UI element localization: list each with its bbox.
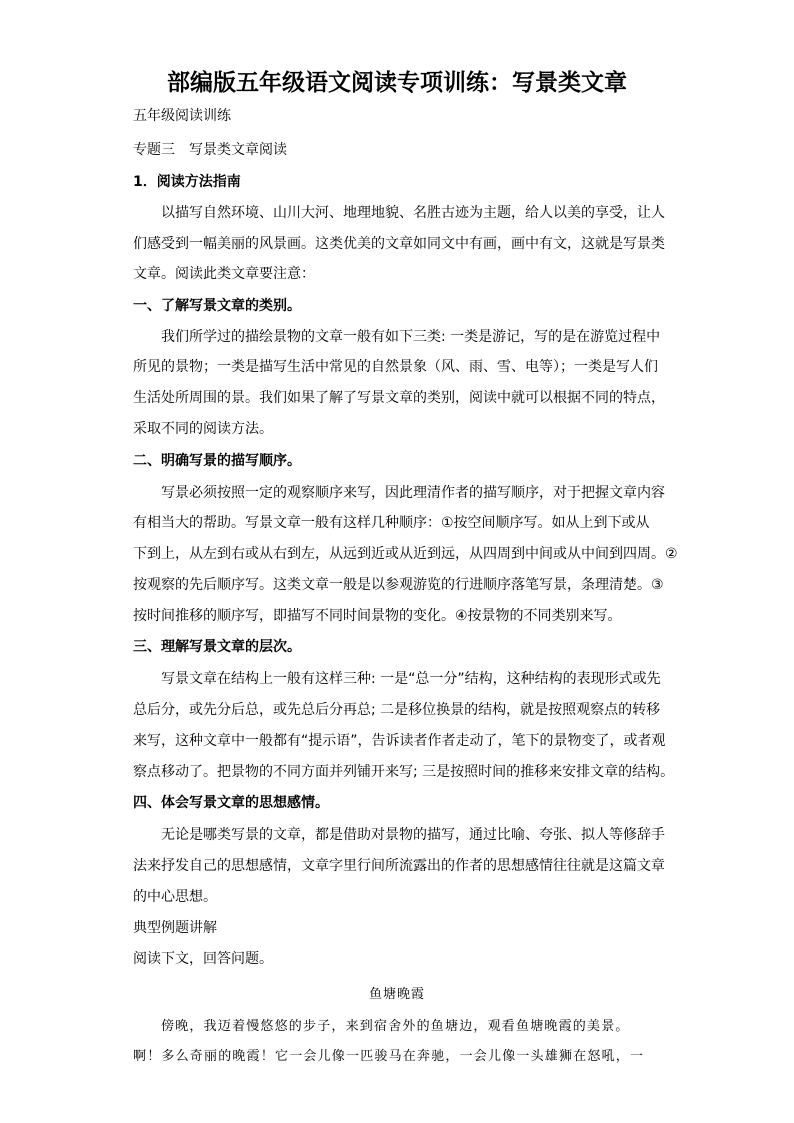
paragraph-line: 采取不同的阅读方法。	[133, 421, 273, 437]
paragraph-line: 按观察的先后顺序写。这类文章一般是以参观游览的行进顺序落笔写景，条理清楚。③	[133, 577, 664, 593]
paragraph-line: 写景必须按照一定的观察顺序来写，因此理清作者的描写顺序，对于把握文章内容	[161, 485, 665, 501]
instruction: 阅读下文，回答问题。	[133, 951, 273, 967]
point-heading: 四、体会写景文章的思想感情。	[133, 795, 329, 811]
story-title: 鱼塘晚霞	[368, 987, 425, 1002]
paragraph-line: 按时间推移的顺序写，即描写不同时间景物的变化。④按景物的不同类别来写。	[133, 608, 622, 624]
paragraph-line: 法来抒发自己的思想感情，文章字里行间所流露出的作者的思想感情往往就是这篇文章	[133, 858, 665, 874]
paragraph-line: 有相当大的帮助。写景文章一般有这样几种顺序：①按空间顺序写。如从上到下或从	[133, 515, 650, 531]
paragraph-line: 的中心思想。	[133, 889, 217, 905]
topic-line: 专题三 写景类文章阅读	[133, 142, 287, 158]
example-heading: 典型例题讲解	[133, 920, 217, 936]
paragraph-line: 以描写自然环境、山川大河、地理地貌、名胜古迹为主题，给人以美的享受，让人	[161, 205, 665, 221]
paragraph-line: 文章。阅读此类文章要注意：	[133, 266, 315, 282]
paragraph-line: 无论是哪类写景的文章，都是借助对景物的描写，通过比喻、夸张、拟人等修辞手	[161, 827, 665, 843]
document-title: 部编版五年级语文阅读专项训练：写景类文章	[167, 69, 627, 96]
story-line: 傍晚，我迈着慢悠悠的步子，来到宿舍外的鱼塘边，观看鱼塘晚霞的美景。	[161, 1019, 630, 1034]
paragraph-line: 生活处所周围的景。我们如果了解了写景文章的类别，阅读中就可以根据不同的特点，	[133, 390, 665, 406]
section-heading: 1．阅读方法指南	[133, 174, 241, 190]
subtitle: 五年级阅读训练	[133, 108, 231, 124]
point-heading: 三、理解写景文章的层次。	[133, 639, 301, 655]
paragraph-line: 所见的景物；一类是描写生活中常见的自然景象（风、雨、雪、电等）；一类是写人们	[133, 359, 658, 375]
point-heading: 二、明确写景的描写顺序。	[133, 453, 301, 469]
paragraph-line: 来写，这种文章中一般都有“提示语”，告诉读者作者走动了，笔下的景物变了，或者观	[133, 733, 666, 749]
paragraph-line: 写景文章在结构上一般有这样三种: 一是“总一分”结构，这种结构的表现形式或先	[161, 671, 661, 687]
point-heading: 一、了解写景文章的类别。	[133, 298, 301, 314]
paragraph-line: 总后分，或先分后总，或先总后分再总; 二是移位换景的结构，就是按照观察点的转移	[133, 702, 661, 718]
story-line: 啊！多么奇丽的晚霞！它一会儿像一匹骏马在奔驰，一会儿像一头雄狮在怒吼，一	[133, 1049, 645, 1064]
paragraph-line: 下到上，从左到右或从右到左，从远到近或从近到远，从四周到中间或从中间到四周。②	[133, 546, 678, 562]
paragraph-line: 们感受到一幅美丽的风景画。这类优美的文章如同文中有画，画中有文，这就是写景类	[133, 236, 665, 252]
paragraph-line: 我们所学过的描绘景物的文章一般有如下三类: 一类是游记，写的是在游览过程中	[161, 329, 661, 345]
paragraph-line: 察点移动了。把景物的不同方面并列铺开来写; 三是按照时间的推移来安排文章的结构。	[133, 764, 675, 780]
